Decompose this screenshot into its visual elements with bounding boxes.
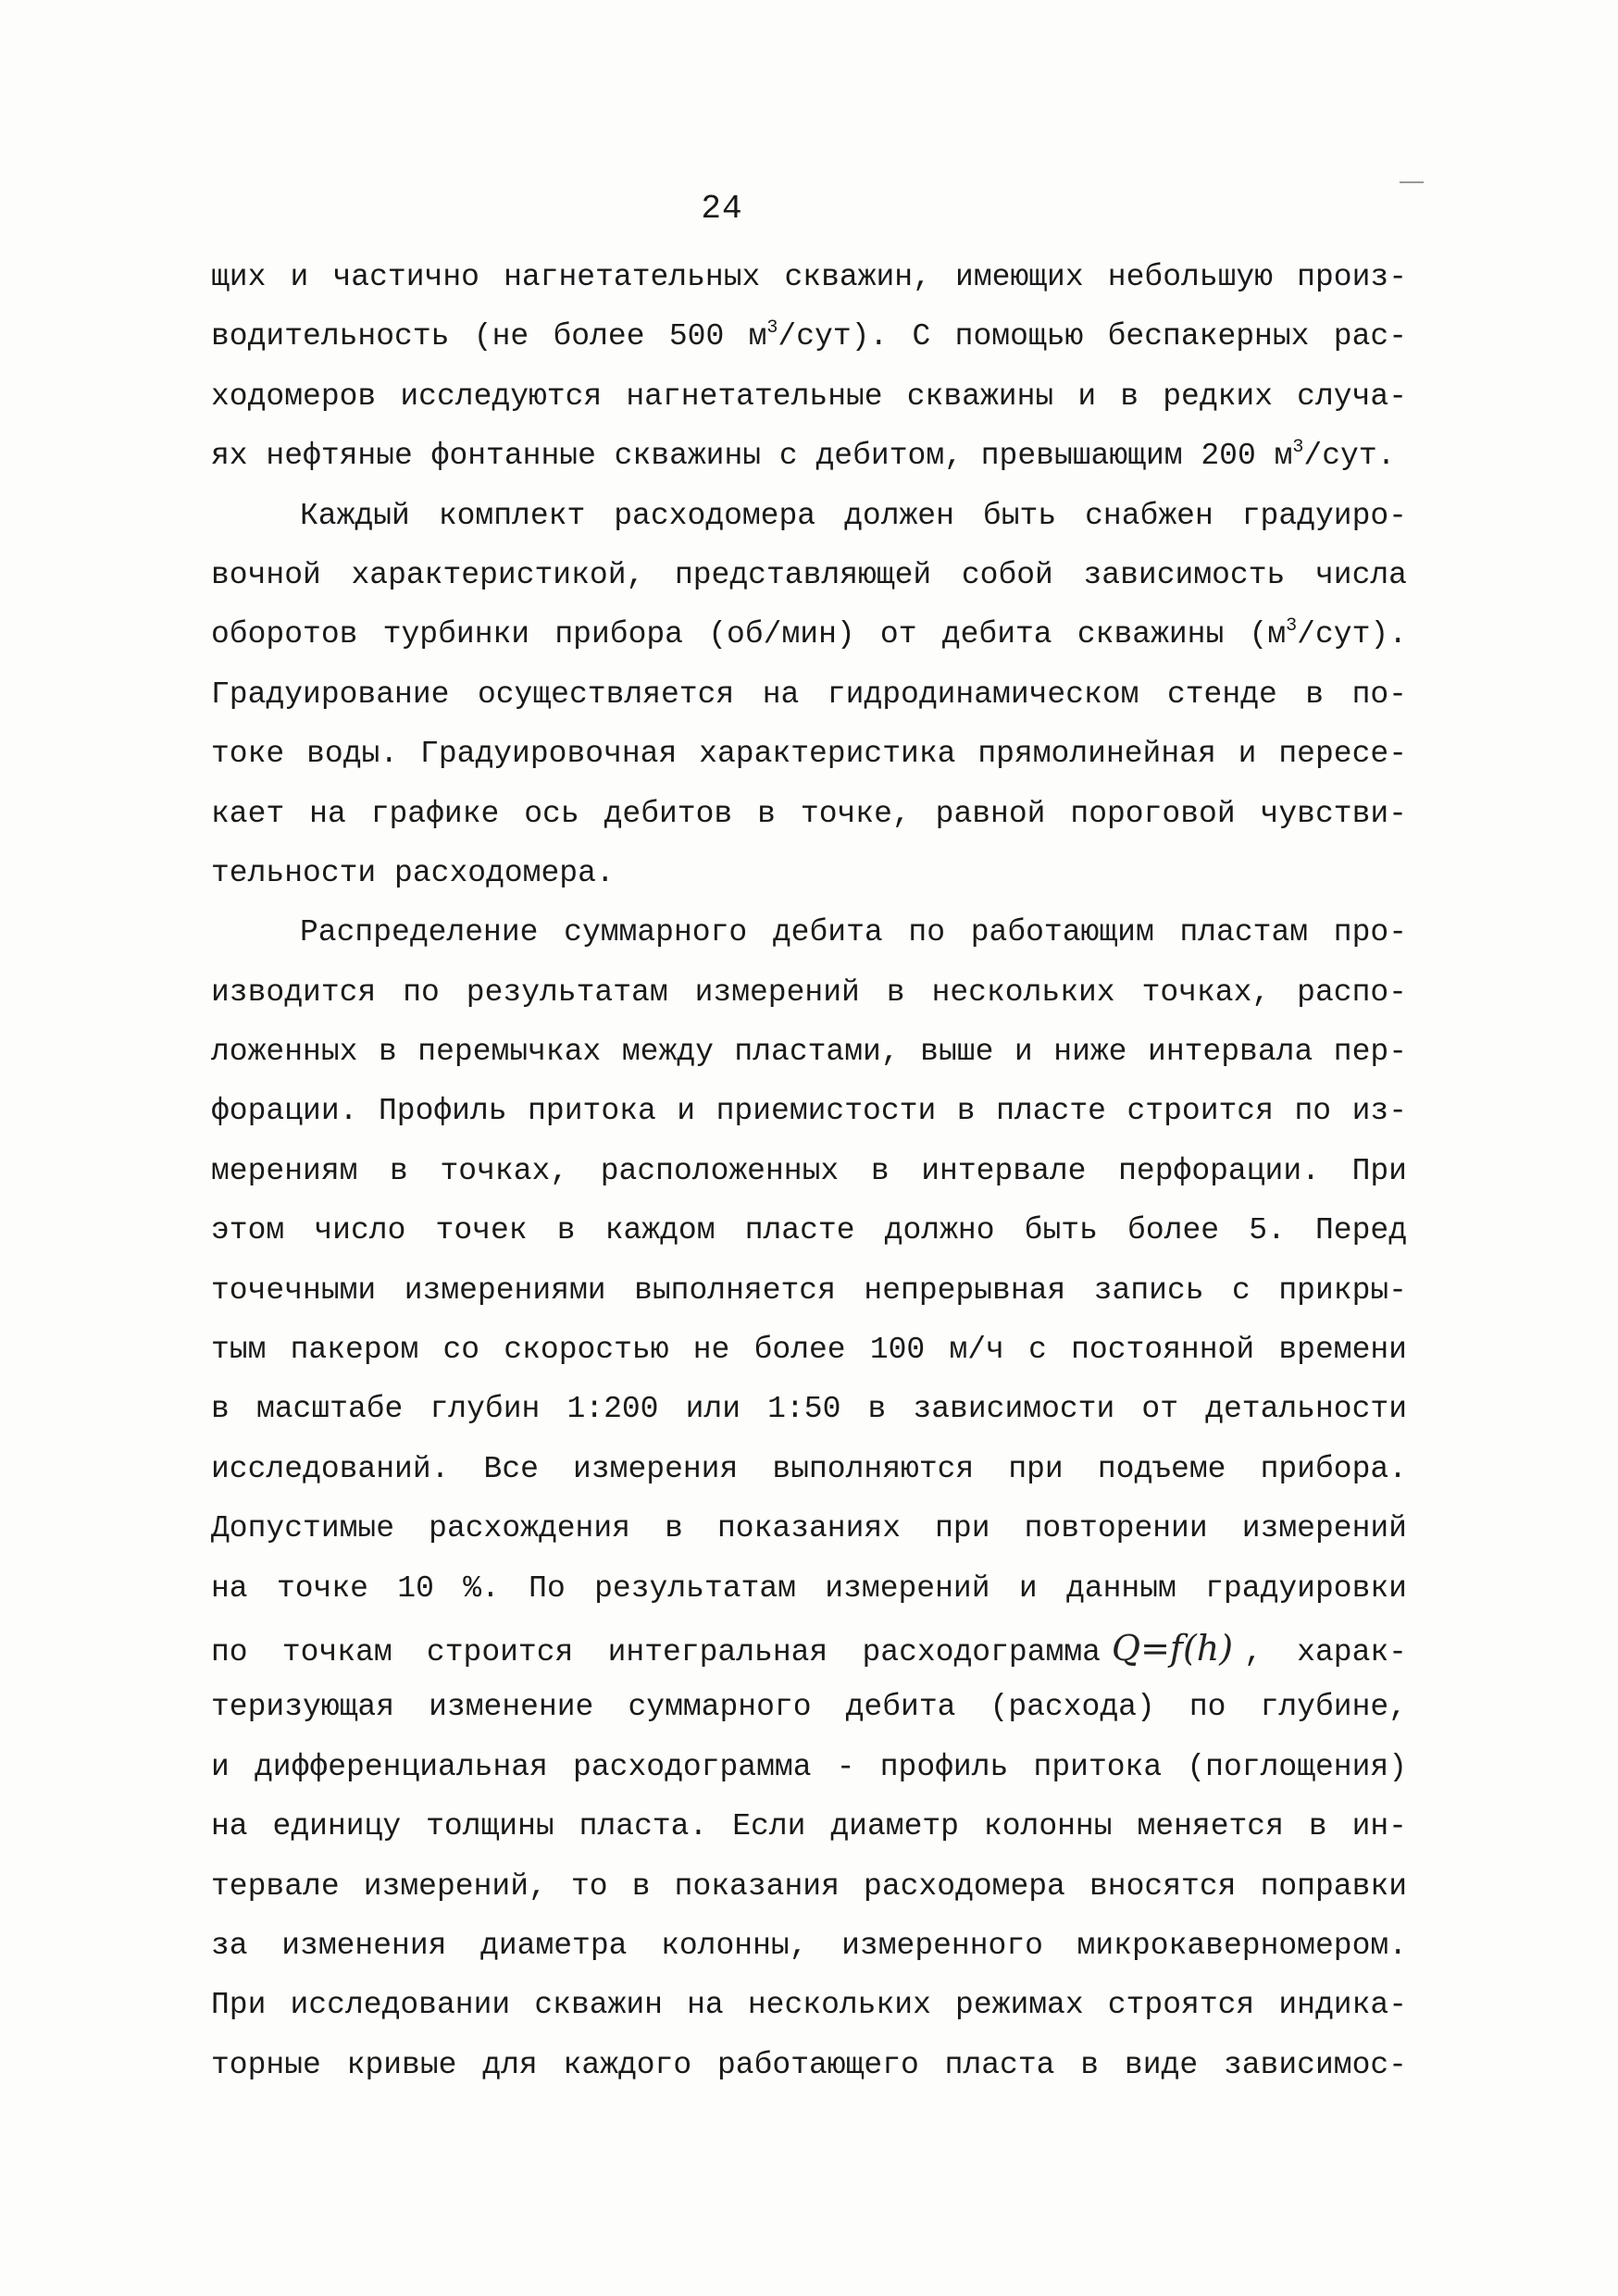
- text-line: и дифференциальная расходограмма - профиль притока (поглощения): [211, 1749, 1407, 1784]
- body-text: [211, 248, 1407, 2095]
- text-line: мерениям в точках, расположенных в интервале перфорации. При: [211, 1153, 1407, 1188]
- text-line: оборотов турбинки прибора (об/мин) от дебита скважины $(м^3/сут)$.: [211, 615, 1407, 652]
- text-line: за изменения диаметра колонны, измеренного микрокаверномером.: [211, 1928, 1407, 1963]
- text-line: кает на графике ось дебитов в точке, равной пороговой чувстви-: [211, 796, 1407, 831]
- text-line: на единицу толщины пласта. Если диаметр колонны меняется в ин-: [211, 1809, 1407, 1844]
- superscript: 3: [1292, 437, 1304, 459]
- text-line: водительность (не более 500 $м^3/сут$). С помощью беспакерных рас-: [211, 317, 1407, 354]
- text-line: торные кривые для каждого работающего пласта в виде зависимос-: [211, 2047, 1407, 2082]
- text-line: ходомеров исследуются нагнетательные скважины и в редких случа-: [211, 379, 1407, 414]
- superscript: 3: [1286, 615, 1298, 638]
- text-line: изводится по результатам измерений в нескольких точках, распо-: [211, 974, 1407, 1010]
- text-line: по точкам строится интегральная расходограмма Q=f(h) , харак-: [211, 1619, 1407, 1678]
- text-line: точечными измерениями выполняется непрерывная запись с прикры-: [211, 1272, 1407, 1308]
- text-line: щих и частично нагнетательных скважин, имеющих небольшую произ-: [211, 260, 1407, 294]
- superscript: 3: [766, 317, 778, 340]
- text-line: токе воды. Градуировочная характеристика прямолинейная и пересе-: [211, 737, 1407, 772]
- text-line: на точке 10 %. По результатам измерений и данным градуировки: [211, 1570, 1407, 1606]
- text-line: исследований. Все измерения выполняются при подъеме прибора.: [211, 1451, 1407, 1486]
- text-line: Допустимые расхождения в показаниях при повторении измерений: [211, 1511, 1407, 1546]
- text-line: Градуирование осуществляется на гидродинамическом стенде в по-: [211, 676, 1407, 712]
- text-line: При исследовании скважин на нескольких режимах строятся индика-: [211, 1988, 1407, 2023]
- formula: Q=f(h): [1111, 1627, 1234, 1669]
- page-number: 24: [701, 190, 743, 228]
- text-line: тельности расходомера.: [211, 855, 615, 890]
- text-line: ях нефтяные фонтанные скважины с дебитом, превышающим 200 $м^3$/сут.: [211, 437, 1396, 474]
- text-line: этом число точек в каждом пласте должно быть более 5. Перед: [211, 1213, 1407, 1248]
- scan-mark: [1400, 181, 1424, 183]
- text-line: теризующая изменение суммарного дебита (расхода) по глубине,: [211, 1690, 1407, 1725]
- text-line: вочной характеристикой, представляющей собой зависимость числа: [211, 557, 1407, 592]
- text-line: Распределение суммарного дебита по работающим пластам про-: [300, 915, 1407, 950]
- text-line: тым пакером со скоростью не более 100 м/ч с постоянной времени: [211, 1333, 1407, 1368]
- text-line: ложенных в перемычках между пластами, выше и ниже интервала пер-: [211, 1035, 1407, 1070]
- text-line: в масштабе глубин 1:200 или 1:50 в зависимости от детальности: [211, 1392, 1407, 1427]
- text-line: тервале измерений, то в показания расходомера вносятся поправки: [211, 1868, 1407, 1904]
- text-line: форации. Профиль притока и приемистости в пласте строится по из-: [211, 1094, 1407, 1129]
- text-line: Каждый комплект расходомера должен быть снабжен градуиро-: [300, 498, 1407, 533]
